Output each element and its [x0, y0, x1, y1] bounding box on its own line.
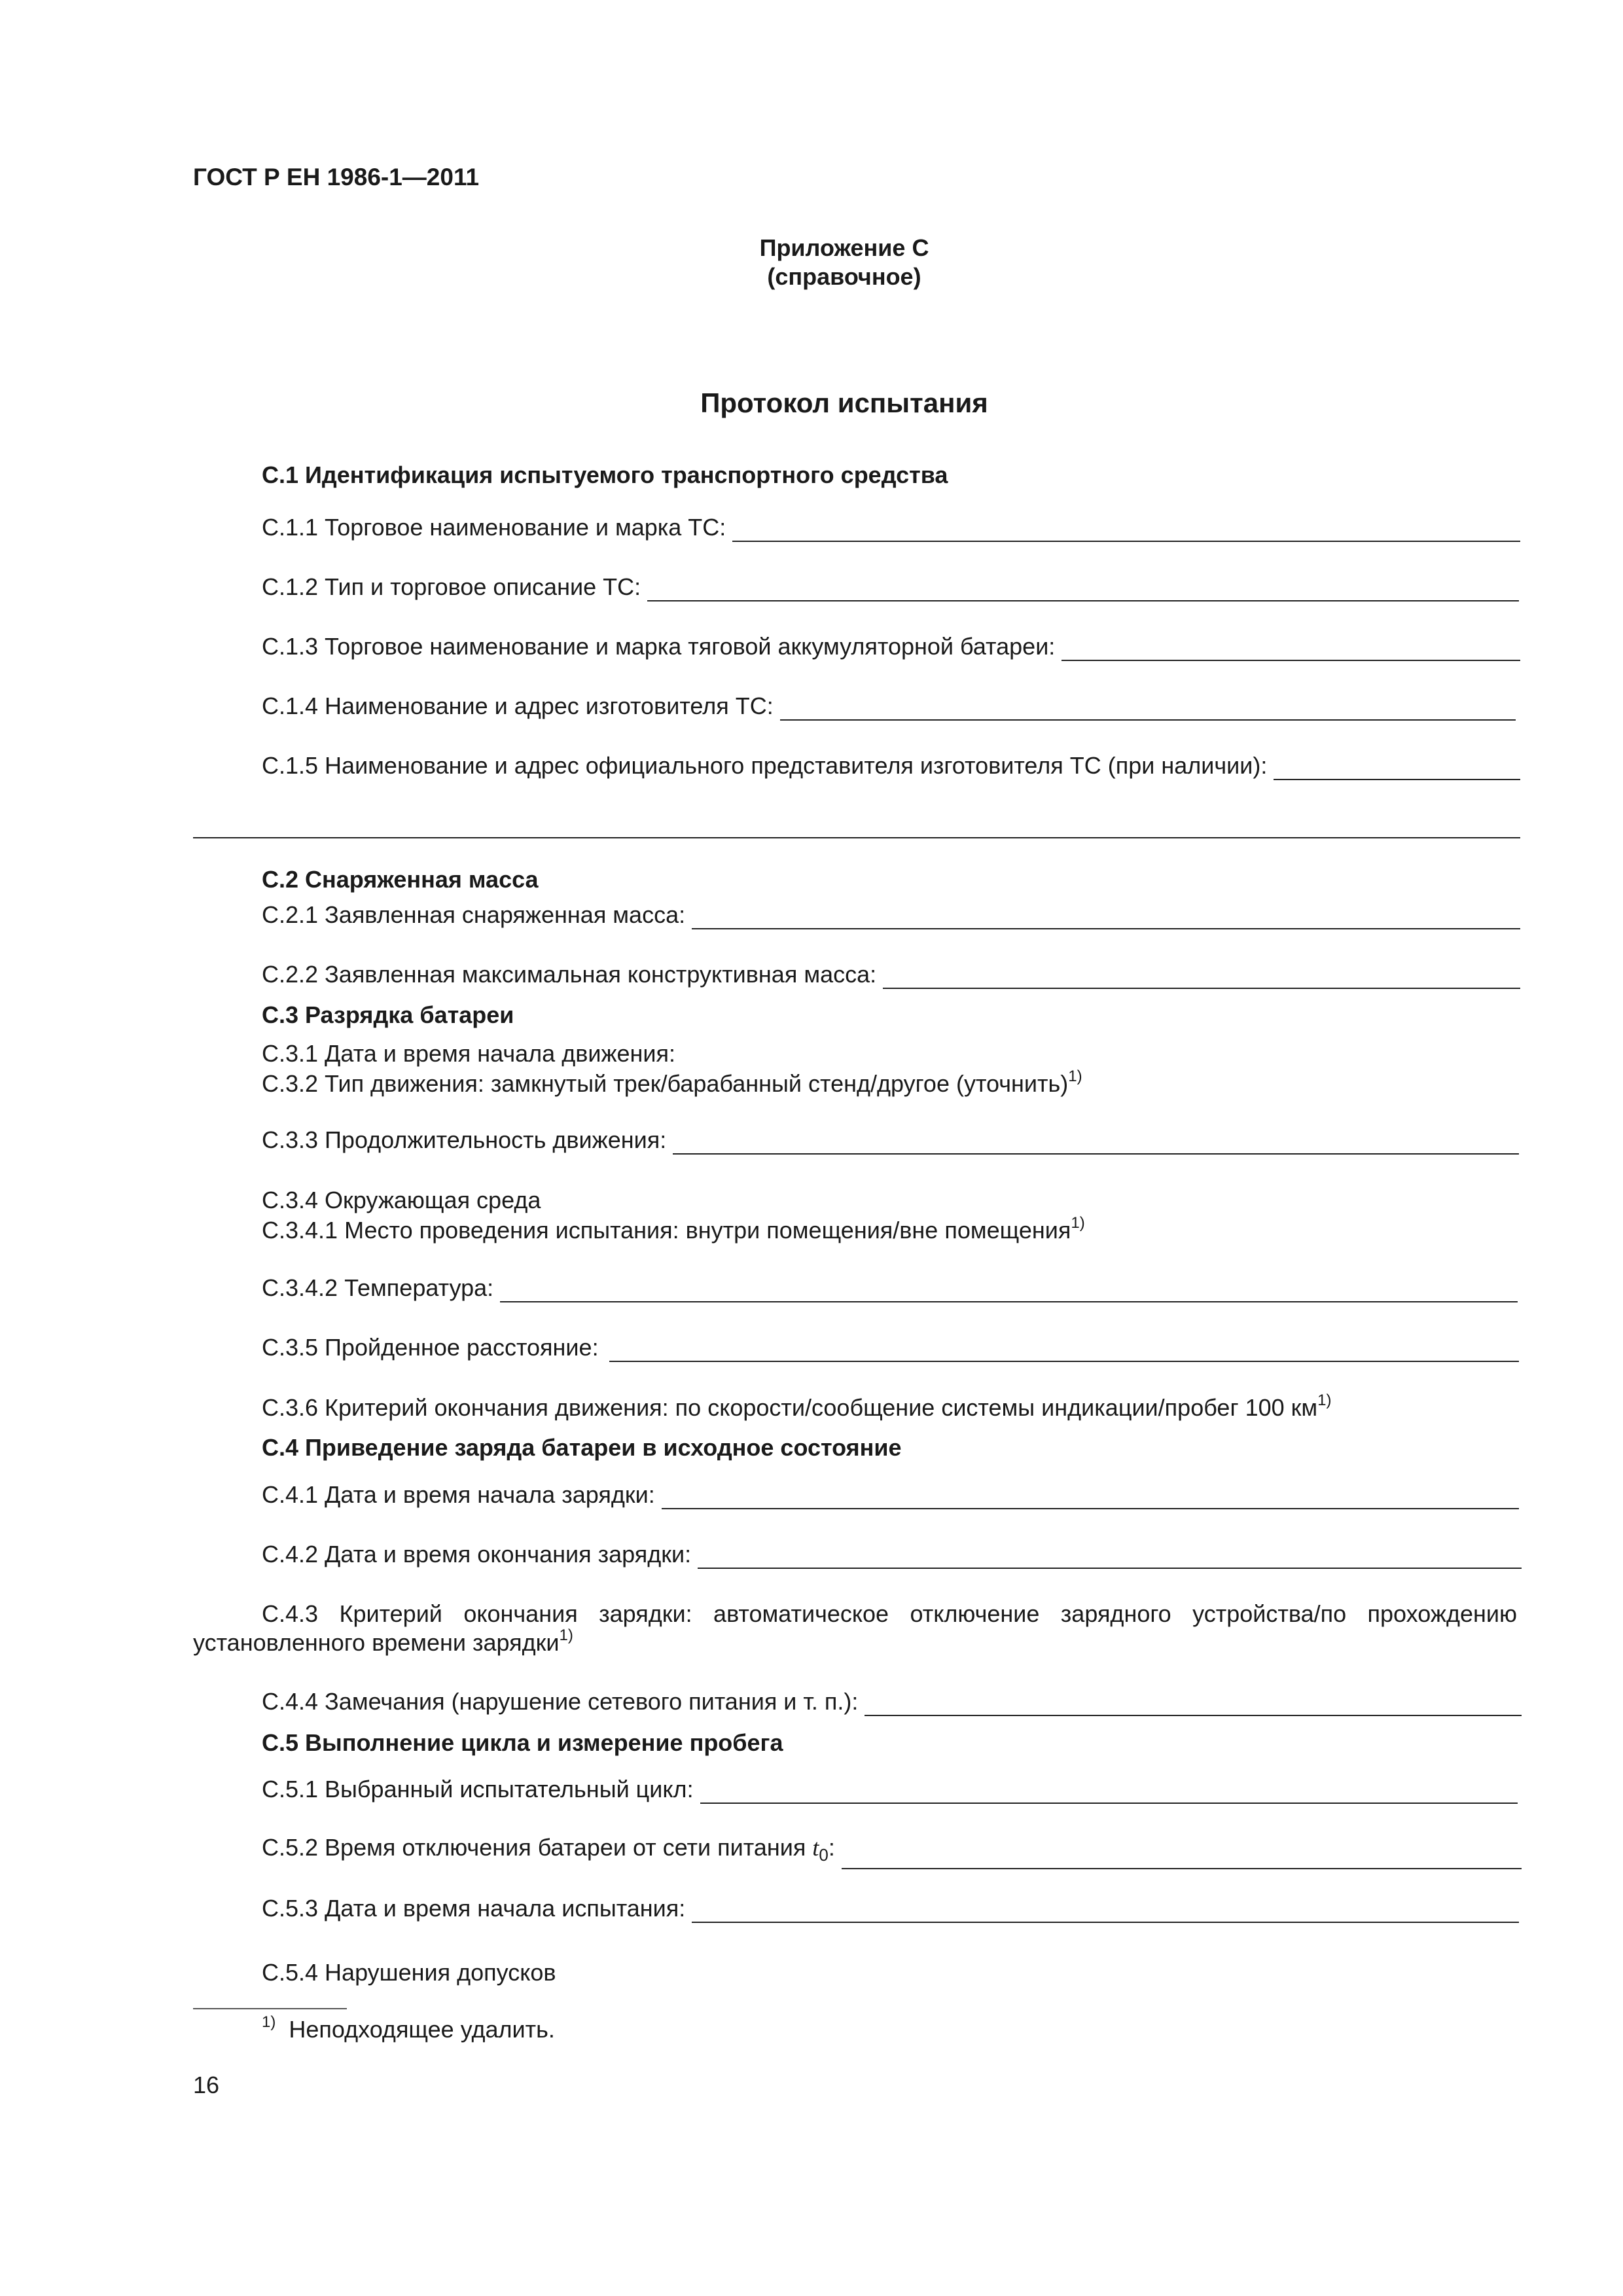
item-c4-3-text: установленного времени зарядки	[193, 1629, 560, 1656]
field-c1-2[interactable]	[262, 573, 1519, 601]
field-c1-3-label: С.1.3 Торговое наименование и марка тяговой аккумуляторной батареи:	[262, 633, 1056, 660]
field-c4-4[interactable]	[262, 1687, 1522, 1716]
field-c5-1-line[interactable]	[700, 1780, 1518, 1804]
field-c2-1-label: С.2.1 Заявленная снаряженная масса:	[262, 901, 686, 928]
field-c4-4-label: С.4.4 Замечания (нарушение сетевого питания и т. п.):	[262, 1688, 859, 1715]
item-c3-4: С.3.4 Окружающая среда	[262, 1187, 541, 1213]
field-c5-2-line[interactable]	[842, 1846, 1522, 1869]
section-c5-heading: С.5 Выполнение цикла и измерение пробега	[262, 1729, 783, 1756]
variable-t0	[812, 1835, 829, 1865]
field-c5-1-label: С.5.1 Выбранный испытательный цикл:	[262, 1776, 694, 1803]
field-c5-2-text: С.5.2 Время отключения батареи от сети питания	[262, 1834, 806, 1861]
field-c3-5[interactable]	[262, 1333, 1519, 1362]
section-c3-heading: С.3 Разрядка батареи	[262, 1001, 514, 1028]
item-c3-2	[262, 1067, 1082, 1098]
field-c1-1-label: С.1.1 Торговое наименование и марка ТС:	[262, 514, 726, 541]
footnote-mark: 1)	[262, 2013, 276, 2031]
field-c3-3[interactable]	[262, 1126, 1519, 1155]
footnote-ref: 1)	[1068, 1067, 1082, 1085]
item-c4-3	[193, 1600, 1517, 1657]
field-c1-4-line[interactable]	[780, 697, 1516, 721]
field-c1-4[interactable]	[262, 692, 1516, 721]
field-c3-4-2-line[interactable]	[500, 1279, 1518, 1302]
field-c1-2-line[interactable]	[647, 578, 1519, 601]
field-c1-2-label: С.1.2 Тип и торговое описание ТС:	[262, 573, 641, 600]
field-c3-4-2[interactable]	[262, 1274, 1518, 1302]
field-c3-5-line[interactable]	[609, 1338, 1519, 1362]
footnote-divider	[193, 2008, 347, 2009]
field-c3-5-label: С.3.5 Пройденное расстояние:	[262, 1334, 599, 1361]
item-c4-3-line-1: С.4.3 Критерий окончания зарядки: автоматическое отключение зарядного устройства/по прохождению	[262, 1600, 1517, 1627]
field-c1-1[interactable]	[262, 513, 1520, 542]
document-title: Протокол испытания	[700, 387, 988, 418]
field-c1-5-line[interactable]	[1274, 757, 1520, 780]
field-c4-1-line[interactable]	[662, 1486, 1519, 1509]
section-c4-heading: С.4 Приведение заряда батареи в исходное состояние	[262, 1434, 902, 1461]
item-c4-3-line-2	[193, 1628, 1517, 1657]
field-c2-1-line[interactable]	[692, 906, 1520, 929]
variable-subscript: 0	[819, 1845, 829, 1865]
field-c3-4-2-label: С.3.4.2 Температура:	[262, 1274, 494, 1301]
field-c2-1[interactable]	[262, 901, 1520, 929]
field-c3-3-line[interactable]	[673, 1131, 1519, 1155]
field-c5-1[interactable]	[262, 1775, 1518, 1804]
section-c1-heading: С.1 Идентификация испытуемого транспортного средства	[262, 461, 948, 488]
standard-number: ГОСТ Р ЕН 1986-1—2011	[193, 164, 480, 190]
item-c3-2-text: С.3.2 Тип движения: замкнутый трек/барабанный стенд/другое (уточнить)	[262, 1070, 1069, 1097]
appendix-kind: (справочное)	[767, 263, 921, 290]
field-c5-3-line[interactable]	[692, 1899, 1519, 1923]
item-c3-6	[262, 1391, 1332, 1422]
appendix-title: Приложение С	[759, 234, 929, 261]
field-c4-4-line[interactable]	[865, 1693, 1522, 1716]
item-c3-1: С.3.1 Дата и время начала движения:	[262, 1040, 676, 1067]
item-c3-4-1	[262, 1214, 1085, 1244]
item-c3-6-text: С.3.6 Критерий окончания движения: по скорости/сообщение системы индикации/пробег 100 км	[262, 1394, 1318, 1421]
footnote-text: Неподходящее удалить.	[289, 2016, 555, 2043]
field-c4-2[interactable]	[262, 1540, 1522, 1569]
field-c4-2-label: С.4.2 Дата и время окончания зарядки:	[262, 1541, 692, 1568]
field-c3-3-label: С.3.3 Продолжительность движения:	[262, 1126, 667, 1153]
field-c5-3-label: С.5.3 Дата и время начала испытания:	[262, 1895, 686, 1922]
field-c2-2[interactable]	[262, 960, 1520, 989]
footnote-ref: 1)	[559, 1626, 573, 1644]
field-c2-2-line[interactable]	[883, 965, 1520, 989]
field-c5-2-colon: :	[828, 1834, 835, 1861]
footnote-ref: 1)	[1317, 1391, 1332, 1409]
field-c1-5-continuation-line[interactable]	[193, 837, 1520, 838]
page-number: 16	[193, 2072, 220, 2098]
field-c4-1[interactable]	[262, 1480, 1519, 1509]
field-c1-3-line[interactable]	[1061, 637, 1520, 661]
footnote-ref: 1)	[1071, 1214, 1085, 1232]
field-c5-2[interactable]	[262, 1833, 1522, 1869]
field-c1-5[interactable]	[262, 751, 1520, 780]
section-c2-heading: С.2 Снаряженная масса	[262, 866, 539, 893]
field-c5-2-label	[262, 1833, 835, 1869]
footnote	[262, 2013, 555, 2043]
field-c1-3[interactable]	[262, 632, 1520, 661]
field-c1-4-label: С.1.4 Наименование и адрес изготовителя ТС:	[262, 692, 774, 719]
item-c3-4-1-text: С.3.4.1 Место проведения испытания: внутри помещения/вне помещения	[262, 1217, 1071, 1244]
item-c5-4: С.5.4 Нарушения допусков	[262, 1959, 556, 1986]
field-c5-3[interactable]	[262, 1894, 1519, 1923]
field-c1-1-line[interactable]	[732, 518, 1520, 542]
variable-t: t	[812, 1835, 819, 1861]
field-c4-1-label: С.4.1 Дата и время начала зарядки:	[262, 1481, 655, 1508]
field-c4-2-line[interactable]	[698, 1545, 1522, 1569]
field-c2-2-label: С.2.2 Заявленная максимальная конструктивная масса:	[262, 961, 877, 988]
field-c1-5-label: С.1.5 Наименование и адрес официального представителя изготовителя ТС (при наличии):	[262, 752, 1268, 779]
